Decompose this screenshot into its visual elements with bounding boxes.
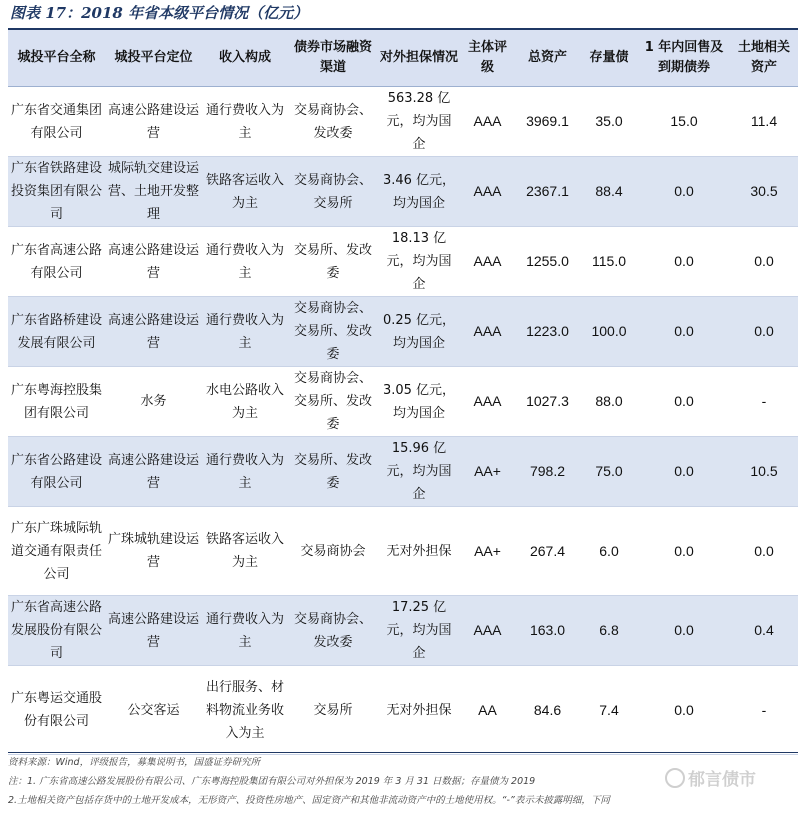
- cell-total-assets: 1027.3: [515, 367, 580, 437]
- cell-channel: 交易所、发改委: [288, 227, 378, 297]
- cell-due-1y: 0.0: [638, 297, 730, 367]
- header-rating: 主体评级: [460, 30, 515, 87]
- header-position: 城投平台定位: [105, 30, 202, 87]
- watermark: [665, 765, 756, 790]
- cell-bonds: 75.0: [580, 437, 638, 507]
- cell-name: 广东广珠城际轨道交通有限责任公司: [8, 507, 105, 596]
- cell-position: 高速公路建设运营: [105, 297, 202, 367]
- cell-bonds: 6.8: [580, 596, 638, 666]
- cell-income: 铁路客运收入为主: [202, 507, 288, 596]
- cell-land: 30.5: [730, 157, 798, 227]
- cell-name: 广东省高速公路有限公司: [8, 227, 105, 297]
- cell-income: 通行费收入为主: [202, 87, 288, 157]
- cell-rating: AAA: [460, 87, 515, 157]
- cell-channel: 交易商协会、发改委: [288, 87, 378, 157]
- note-2: 2.土地相关资产包括存货中的土地开发成本，无形资产、投资性房地产、固定资产和其他非流动资产中的土地使用权。“-”表示未披露明细，下同: [8, 795, 610, 806]
- cell-guarantee: 3.46 亿元，均为国企: [378, 157, 460, 227]
- table-row: [8, 596, 798, 666]
- watermark-text: 郁言债市: [688, 770, 756, 790]
- cell-name: 广东粤运交通股份有限公司: [8, 666, 105, 755]
- cell-bonds: 88.0: [580, 367, 638, 437]
- cell-due-1y: 0.0: [638, 507, 730, 596]
- header-name: 城投平台全称: [8, 30, 105, 87]
- cell-guarantee: 0.25 亿元，均为国企: [378, 297, 460, 367]
- cell-position: 高速公路建设运营: [105, 596, 202, 666]
- cell-rating: AAA: [460, 297, 515, 367]
- cell-land: 11.4: [730, 87, 798, 157]
- header-bonds: 存量债: [580, 30, 638, 87]
- cell-guarantee: 15.96 亿元，均为国企: [378, 437, 460, 507]
- cell-guarantee: 563.28 亿元，均为国企: [378, 87, 460, 157]
- table-row: [8, 87, 798, 157]
- table-row: [8, 157, 798, 227]
- cell-total-assets: 798.2: [515, 437, 580, 507]
- cell-rating: AA: [460, 666, 515, 755]
- platform-table: [8, 30, 798, 755]
- table-row: [8, 227, 798, 297]
- cell-total-assets: 1223.0: [515, 297, 580, 367]
- cell-position: 城际轨交建设运营、土地开发整理: [105, 157, 202, 227]
- cell-land: 0.4: [730, 596, 798, 666]
- header-guarantee: 对外担保情况: [378, 30, 460, 87]
- cell-total-assets: 267.4: [515, 507, 580, 596]
- cell-rating: AAA: [460, 227, 515, 297]
- cell-channel: 交易商协会: [288, 507, 378, 596]
- cell-due-1y: 0.0: [638, 157, 730, 227]
- cell-bonds: 6.0: [580, 507, 638, 596]
- cell-channel: 交易商协会、交易所、发改委: [288, 367, 378, 437]
- table-row: [8, 367, 798, 437]
- cell-income: 铁路客运收入为主: [202, 157, 288, 227]
- cell-due-1y: 0.0: [638, 666, 730, 755]
- cell-guarantee: 无对外担保: [378, 666, 460, 755]
- cell-total-assets: 3969.1: [515, 87, 580, 157]
- cell-name: 广东省路桥建设发展有限公司: [8, 297, 105, 367]
- table-row: [8, 437, 798, 507]
- cell-channel: 交易商协会、交易所: [288, 157, 378, 227]
- cell-due-1y: 0.0: [638, 437, 730, 507]
- cell-bonds: 35.0: [580, 87, 638, 157]
- cell-income: 通行费收入为主: [202, 596, 288, 666]
- cell-name: 广东粤海控股集团有限公司: [8, 367, 105, 437]
- cell-rating: AAA: [460, 596, 515, 666]
- cell-name: 广东省高速公路发展股份有限公司: [8, 596, 105, 666]
- cell-channel: 交易所: [288, 666, 378, 755]
- cell-guarantee: 无对外担保: [378, 507, 460, 596]
- cell-land: 0.0: [730, 297, 798, 367]
- cell-land: -: [730, 666, 798, 755]
- cell-due-1y: 0.0: [638, 227, 730, 297]
- cell-land: 0.0: [730, 227, 798, 297]
- cell-rating: AA+: [460, 437, 515, 507]
- cell-guarantee: 3.05 亿元，均为国企: [378, 367, 460, 437]
- cell-income: 水电公路收入为主: [202, 367, 288, 437]
- cell-total-assets: 163.0: [515, 596, 580, 666]
- cell-channel: 交易商协会、交易所、发改委: [288, 297, 378, 367]
- cell-bonds: 7.4: [580, 666, 638, 755]
- header-channel: 债券市场融资渠道: [288, 30, 378, 87]
- cell-position: 高速公路建设运营: [105, 227, 202, 297]
- cell-name: 广东省铁路建设投资集团有限公司: [8, 157, 105, 227]
- cell-income: 通行费收入为主: [202, 227, 288, 297]
- cell-guarantee: 17.25 亿元，均为国企: [378, 596, 460, 666]
- cell-bonds: 88.4: [580, 157, 638, 227]
- cell-due-1y: 15.0: [638, 87, 730, 157]
- cell-name: 广东省交通集团有限公司: [8, 87, 105, 157]
- table-row: [8, 507, 798, 596]
- cell-position: 广珠城轨建设运营: [105, 507, 202, 596]
- cell-position: 高速公路建设运营: [105, 87, 202, 157]
- cell-rating: AAA: [460, 367, 515, 437]
- cell-land: 10.5: [730, 437, 798, 507]
- cell-income: 通行费收入为主: [202, 437, 288, 507]
- cell-position: 水务: [105, 367, 202, 437]
- cell-name: 广东省公路建设有限公司: [8, 437, 105, 507]
- cell-guarantee: 18.13 亿元，均为国企: [378, 227, 460, 297]
- cell-rating: AAA: [460, 157, 515, 227]
- cell-channel: 交易所、发改委: [288, 437, 378, 507]
- header-income: 收入构成: [202, 30, 288, 87]
- cell-bonds: 115.0: [580, 227, 638, 297]
- note-1: 注：1. 广东省高速公路发展股份有限公司、广东粤海控股集团有限公司对外担保为 2019 年 3 月 31 日数据；存量债为 2019: [8, 776, 536, 787]
- table-row: [8, 297, 798, 367]
- cell-land: 0.0: [730, 507, 798, 596]
- table-title: 图表 17：2018 年省本级平台情况（亿元）: [10, 4, 309, 22]
- cell-position: 高速公路建设运营: [105, 437, 202, 507]
- cell-income: 通行费收入为主: [202, 297, 288, 367]
- table-row: [8, 666, 798, 755]
- wechat-icon: [665, 768, 685, 788]
- cell-bonds: 100.0: [580, 297, 638, 367]
- table-body: [8, 87, 798, 755]
- cell-land: -: [730, 367, 798, 437]
- title-bar: [8, 0, 798, 30]
- header-row: [8, 30, 798, 87]
- cell-income: 出行服务、材料物流业务收入为主: [202, 666, 288, 755]
- cell-due-1y: 0.0: [638, 367, 730, 437]
- cell-channel: 交易商协会、发改委: [288, 596, 378, 666]
- cell-total-assets: 2367.1: [515, 157, 580, 227]
- header-land: 土地相关资产: [730, 30, 798, 87]
- cell-rating: AA+: [460, 507, 515, 596]
- source-note: 资料来源：Wind，评级报告，募集说明书，国盛证券研究所: [8, 757, 261, 768]
- cell-due-1y: 0.0: [638, 596, 730, 666]
- header-total-assets: 总资产: [515, 30, 580, 87]
- cell-total-assets: 84.6: [515, 666, 580, 755]
- header-due-1y: 1 年内回售及到期债券: [638, 30, 730, 87]
- cell-position: 公交客运: [105, 666, 202, 755]
- cell-total-assets: 1255.0: [515, 227, 580, 297]
